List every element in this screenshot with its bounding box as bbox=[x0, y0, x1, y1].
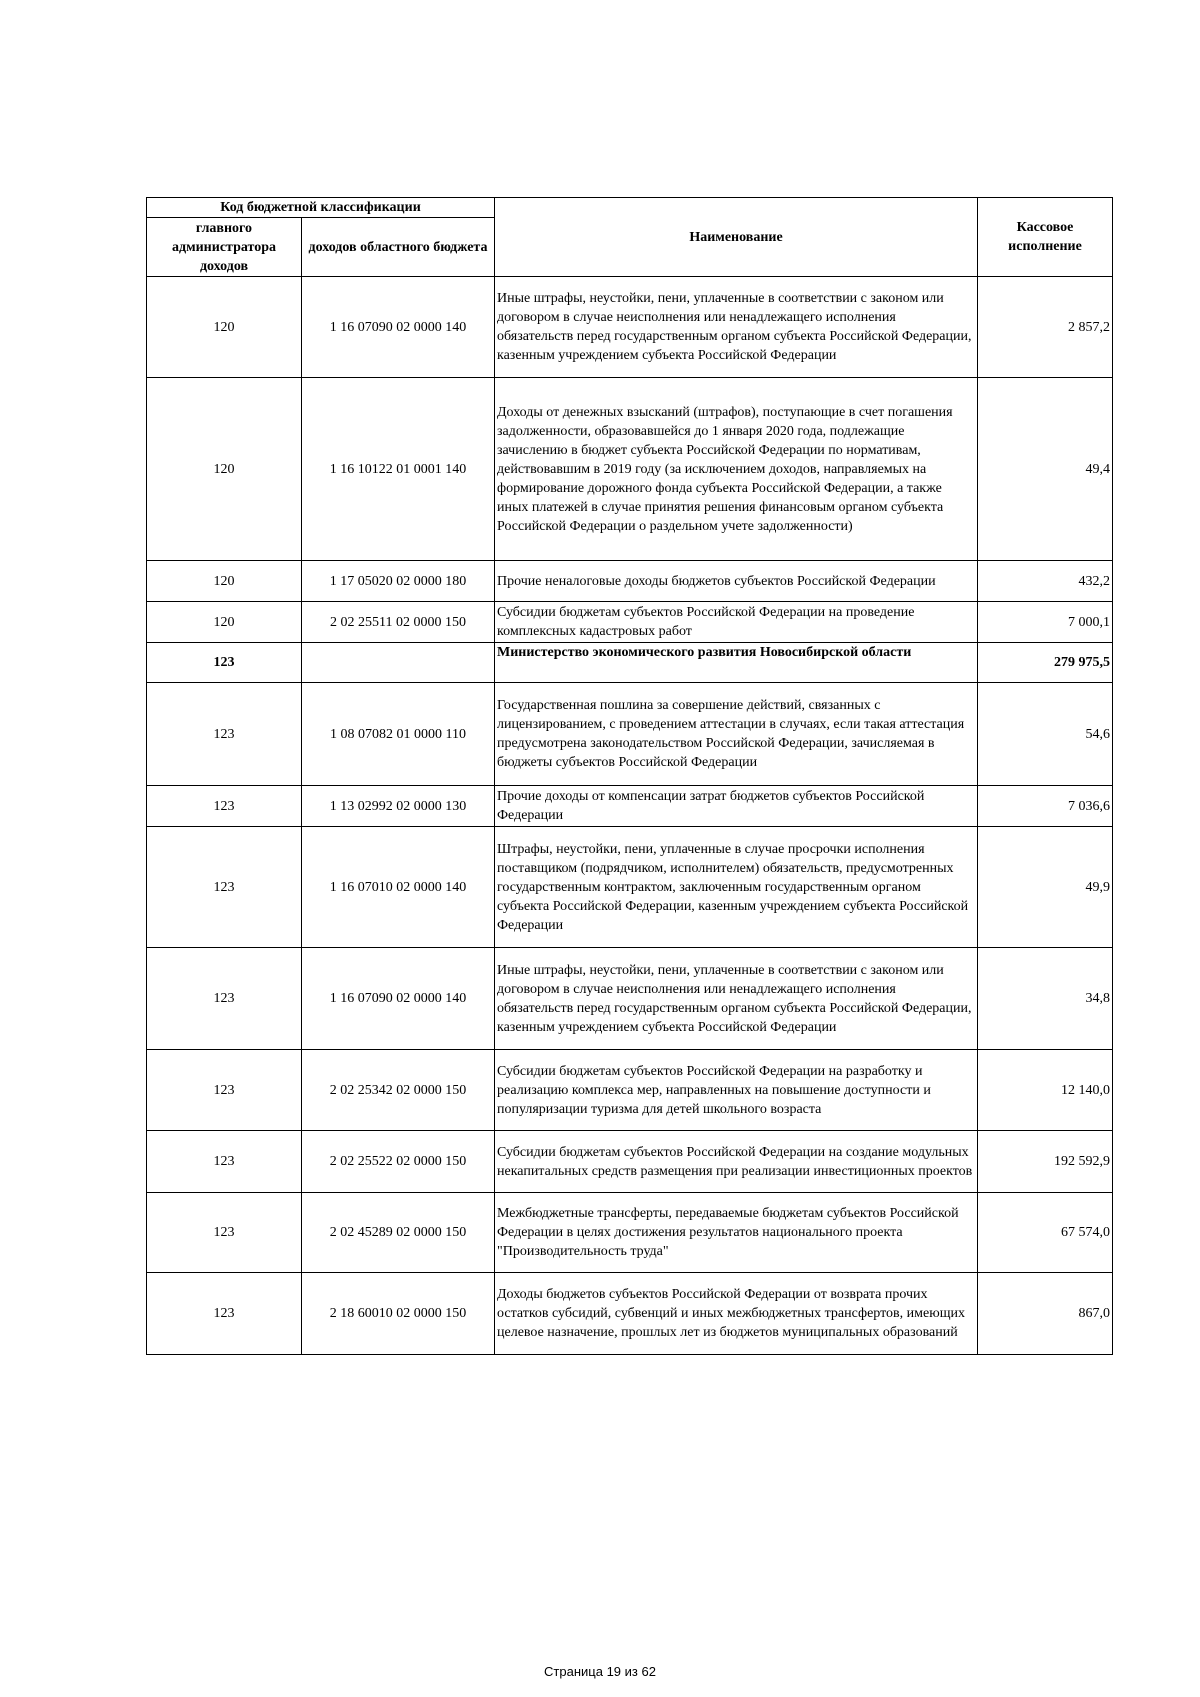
name-cell: Иные штрафы, неустойки, пени, уплаченные в соответствии с законом или договором в случае неисполнения или ненадлежащего исполнения обязательств перед государственным органом субъекта Российской Федерации, казенным учреждением субъекта Российской Федерации bbox=[495, 948, 978, 1050]
amount-cell: 7 036,6 bbox=[978, 786, 1113, 827]
admin-cell: 120 bbox=[147, 561, 302, 602]
code-cell: 2 18 60010 02 0000 150 bbox=[302, 1273, 495, 1355]
ministry-name-cell: Министерство экономического развития Новосибирской области bbox=[495, 643, 978, 683]
name-cell: Межбюджетные трансферты, передаваемые бюджетам субъектов Российской Федерации в целях достижения результатов национального проекта "Производительность труда" bbox=[495, 1193, 978, 1273]
table-row bbox=[147, 1273, 1113, 1355]
amount-cell: 49,4 bbox=[978, 378, 1113, 561]
table-row bbox=[147, 948, 1113, 1050]
header-group: Код бюджетной классификации bbox=[147, 198, 495, 218]
code-cell: 1 17 05020 02 0000 180 bbox=[302, 561, 495, 602]
code-cell: 2 02 25342 02 0000 150 bbox=[302, 1050, 495, 1131]
table-row bbox=[147, 786, 1113, 827]
amount-cell: 12 140,0 bbox=[978, 1050, 1113, 1131]
admin-cell: 123 bbox=[147, 1050, 302, 1131]
admin-cell: 123 bbox=[147, 827, 302, 948]
table-row bbox=[147, 683, 1113, 786]
amount-cell: 7 000,1 bbox=[978, 602, 1113, 643]
amount-cell: 192 592,9 bbox=[978, 1131, 1113, 1193]
name-cell: Субсидии бюджетам субъектов Российской Федерации на проведение комплексных кадастровых работ bbox=[495, 602, 978, 643]
admin-cell: 123 bbox=[147, 1273, 302, 1355]
code-cell: 2 02 45289 02 0000 150 bbox=[302, 1193, 495, 1273]
admin-cell: 123 bbox=[147, 643, 302, 683]
code-cell: 1 16 07090 02 0000 140 bbox=[302, 948, 495, 1050]
admin-cell: 123 bbox=[147, 1193, 302, 1273]
code-cell: 1 16 07010 02 0000 140 bbox=[302, 827, 495, 948]
table-row bbox=[147, 277, 1113, 378]
name-cell: Прочие доходы от компенсации затрат бюджетов субъектов Российской Федерации bbox=[495, 786, 978, 827]
table-row bbox=[147, 827, 1113, 948]
admin-cell: 123 bbox=[147, 683, 302, 786]
amount-cell: 49,9 bbox=[978, 827, 1113, 948]
code-cell: 1 16 07090 02 0000 140 bbox=[302, 277, 495, 378]
header-row-1 bbox=[147, 198, 1113, 218]
table-row bbox=[147, 602, 1113, 643]
table-row bbox=[147, 1193, 1113, 1273]
table-row bbox=[147, 561, 1113, 602]
admin-cell: 123 bbox=[147, 1131, 302, 1193]
admin-cell: 123 bbox=[147, 786, 302, 827]
admin-cell: 123 bbox=[147, 948, 302, 1050]
code-cell: 1 13 02992 02 0000 130 bbox=[302, 786, 495, 827]
code-cell bbox=[302, 643, 495, 683]
table-row bbox=[147, 378, 1113, 561]
header-admin: главного администратора доходов bbox=[147, 218, 302, 277]
amount-cell: 54,6 bbox=[978, 683, 1113, 786]
name-cell: Субсидии бюджетам субъектов Российской Федерации на создание модульных некапитальных средств размещения при реализации инвестиционных проектов bbox=[495, 1131, 978, 1193]
name-cell: Прочие неналоговые доходы бюджетов субъектов Российской Федерации bbox=[495, 561, 978, 602]
name-cell: Субсидии бюджетам субъектов Российской Федерации на разработку и реализацию комплекса мер, направленных на повышение доступности и популяризации туризма для детей школьного возраста bbox=[495, 1050, 978, 1131]
amount-cell: 67 574,0 bbox=[978, 1193, 1113, 1273]
ministry-row bbox=[147, 643, 1113, 683]
admin-cell: 120 bbox=[147, 602, 302, 643]
page-number: Страница 19 из 62 bbox=[544, 1664, 656, 1679]
header-income: доходов областного бюджета bbox=[302, 218, 495, 277]
code-cell: 2 02 25522 02 0000 150 bbox=[302, 1131, 495, 1193]
amount-cell: 867,0 bbox=[978, 1273, 1113, 1355]
admin-cell: 120 bbox=[147, 378, 302, 561]
name-cell: Штрафы, неустойки, пени, уплаченные в случае просрочки исполнения поставщиком (подрядчиком, исполнителем) обязательств, предусмотренных государственным контрактом, заключенным государственным органом субъекта Российской Федерации, казенным учреждением субъекта Российской Федерации bbox=[495, 827, 978, 948]
table-row bbox=[147, 1131, 1113, 1193]
name-cell: Государственная пошлина за совершение действий, связанных с лицензированием, с проведением аттестации в случаях, если такая аттестация предусмотрена законодательством Российской Федерации, зачисляемая в бюджеты субъектов Российской Федерации bbox=[495, 683, 978, 786]
amount-cell: 34,8 bbox=[978, 948, 1113, 1050]
header-execution: Кассовое исполнение bbox=[978, 198, 1113, 277]
amount-cell: 432,2 bbox=[978, 561, 1113, 602]
admin-cell: 120 bbox=[147, 277, 302, 378]
code-cell: 1 08 07082 01 0000 110 bbox=[302, 683, 495, 786]
name-cell: Иные штрафы, неустойки, пени, уплаченные в соответствии с законом или договором в случае неисполнения или ненадлежащего исполнения обязательств перед государственным органом субъекта Российской Федерации, казенным учреждением субъекта Российской Федерации bbox=[495, 277, 978, 378]
code-cell: 2 02 25511 02 0000 150 bbox=[302, 602, 495, 643]
amount-cell: 279 975,5 bbox=[978, 643, 1113, 683]
amount-cell: 2 857,2 bbox=[978, 277, 1113, 378]
code-cell: 1 16 10122 01 0001 140 bbox=[302, 378, 495, 561]
name-cell: Доходы бюджетов субъектов Российской Федерации от возврата прочих остатков субсидий, субвенций и иных межбюджетных трансфертов, имеющих целевое назначение, прошлых лет из бюджетов муниципальных образований bbox=[495, 1273, 978, 1355]
table-row bbox=[147, 1050, 1113, 1131]
name-cell: Доходы от денежных взысканий (штрафов), поступающие в счет погашения задолженности, образовавшейся до 1 января 2020 года, подлежащие зачислению в бюджет субъекта Российской Федерации по нормативам, действовавшим в 2019 году (за исключением доходов, направляемых на формирование дорожного фонда субъекта Российской Федерации, а также иных платежей в случае принятия решения финансовым органом субъекта Российской Федерации о раздельном учете задолженности) bbox=[495, 378, 978, 561]
budget-table bbox=[146, 197, 1113, 1355]
header-name: Наименование bbox=[495, 198, 978, 277]
